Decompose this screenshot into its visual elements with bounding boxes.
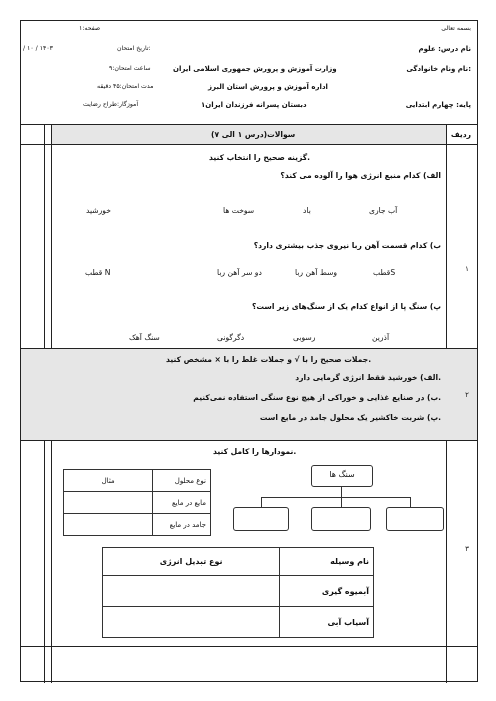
branch-line-right <box>410 497 411 507</box>
branch-line-left <box>261 497 262 507</box>
q2-item-1: الف) خورشید فقط انرژی گرمایی دارد. <box>295 373 441 382</box>
solution-example-cell-2[interactable] <box>64 514 153 536</box>
energy-conversion-cell-1[interactable] <box>103 576 280 607</box>
student-name-label: نام ونام خانوادگی: <box>406 65 471 73</box>
stones-root-label: سنگ ها <box>329 470 355 479</box>
q1-b-option-3[interactable]: دو سر آهن ربا <box>217 268 262 277</box>
questions-column-header: سوالات(درس ۱ الی ۷) <box>211 130 296 139</box>
ministry-title: وزارت آموزش و پرورش جمهوری اسلامی ایران <box>173 65 337 73</box>
solution-type-header: نوع محلول <box>153 470 211 492</box>
bismillah: بسمه تعالی <box>441 25 471 32</box>
q1-a-option-2[interactable]: باد <box>303 206 311 215</box>
stones-branch-line <box>261 497 411 498</box>
stone-type-box-middle[interactable] <box>311 507 371 531</box>
question-1 <box>21 145 477 367</box>
q3-number: ۳ <box>465 545 469 553</box>
school-name: دبستان پسرانه فرزندان ایران۱ <box>201 101 307 109</box>
stone-type-box-left[interactable] <box>233 507 289 531</box>
q3-instruction: نمودارها را کامل کنید. <box>213 447 297 456</box>
solution-example-cell-1[interactable] <box>64 492 153 514</box>
q1-c-option-2[interactable]: رسوبی <box>293 333 316 342</box>
exam-duration: مدت امتحان:۴۵ دقیقه <box>97 83 154 90</box>
q2-number: ۲ <box>465 391 469 399</box>
q1-c-option-4[interactable]: سنگ آهک <box>129 333 160 342</box>
row-column-header: ردیف <box>450 130 471 139</box>
device-name-header: نام وسیله <box>280 548 374 576</box>
question-3 <box>21 441 477 647</box>
device-name-cell-2: آسیاب آبی <box>280 607 374 638</box>
grade-label: پایه: چهارم ابتدایی <box>405 101 471 109</box>
solution-example-header: مثال <box>64 470 153 492</box>
energy-conversion-header: نوع تبدیل انرژی <box>103 548 280 576</box>
solution-type-table <box>63 469 211 536</box>
solution-type-cell-2: جامد در مایع <box>153 514 211 536</box>
exam-time: ساعت امتحان:۹ <box>109 65 151 72</box>
exam-page <box>20 20 478 682</box>
q1-b-option-4[interactable]: قطب N <box>85 268 111 277</box>
table-header-row <box>21 124 477 145</box>
question-2 <box>21 348 477 441</box>
q1-a-text: الف) کدام منبع انرژی هوا را آلوده می کند؟ <box>280 171 441 180</box>
q1-b-text: ب) کدام قسمت آهن ربا نیروی جذب بیشتری دارد؟ <box>253 241 441 250</box>
device-name-cell-1: آبمیوه گیری <box>280 576 374 607</box>
energy-conversion-table <box>102 547 374 638</box>
solution-type-cell-1: مایع در مایع <box>153 492 211 514</box>
q1-b-option-2[interactable]: وسط آهن ربا <box>295 268 338 277</box>
q1-a-option-4[interactable]: خورشید <box>86 206 111 215</box>
branch-line-middle <box>341 497 342 507</box>
q2-item-2: ب) در صنایع غذایی و خوراکی از هیچ نوع سنگی استفاده نمی‌کنیم. <box>193 393 441 402</box>
stones-stem-line <box>341 487 342 497</box>
stones-root-box <box>311 465 373 487</box>
q1-a-option-1[interactable]: آب جاری <box>369 206 398 215</box>
q1-c-option-1[interactable]: آذرین <box>372 333 390 342</box>
q2-item-3: پ) شربت خاکشیر یک محلول جامد در مایع است. <box>259 413 441 422</box>
q1-b-option-1[interactable]: قطبS <box>373 268 396 277</box>
page-number: صفحه:۱ <box>79 25 101 32</box>
energy-conversion-cell-2[interactable] <box>103 607 280 638</box>
exam-header <box>21 21 477 123</box>
exam-date-label: تاریخ امتحان: <box>117 45 151 52</box>
q2-instruction: جملات صحیح را با √ و جملات غلط را با × مشخص کنید. <box>166 355 372 364</box>
education-office: اداره آموزش و پرورش استان البرز <box>208 83 328 91</box>
q1-a-option-3[interactable]: سوخت ها <box>223 206 255 215</box>
teacher-name: آموزگار:طراح رضایت <box>83 101 139 108</box>
q1-number: ۱ <box>465 265 469 273</box>
exam-date-value: / ۱۰ / ۱۴۰۳ <box>23 45 54 52</box>
q1-c-option-3[interactable]: دگرگونی <box>217 333 245 342</box>
stone-type-box-right[interactable] <box>386 507 444 531</box>
q1-instruction: گزینه صحیح را انتخاب کنید. <box>209 153 311 162</box>
q1-c-text: پ) سنگ پا از انواع کدام یک از سنگ‌های زیر است؟ <box>251 302 441 311</box>
subject-label: نام درس: علوم <box>418 45 471 53</box>
